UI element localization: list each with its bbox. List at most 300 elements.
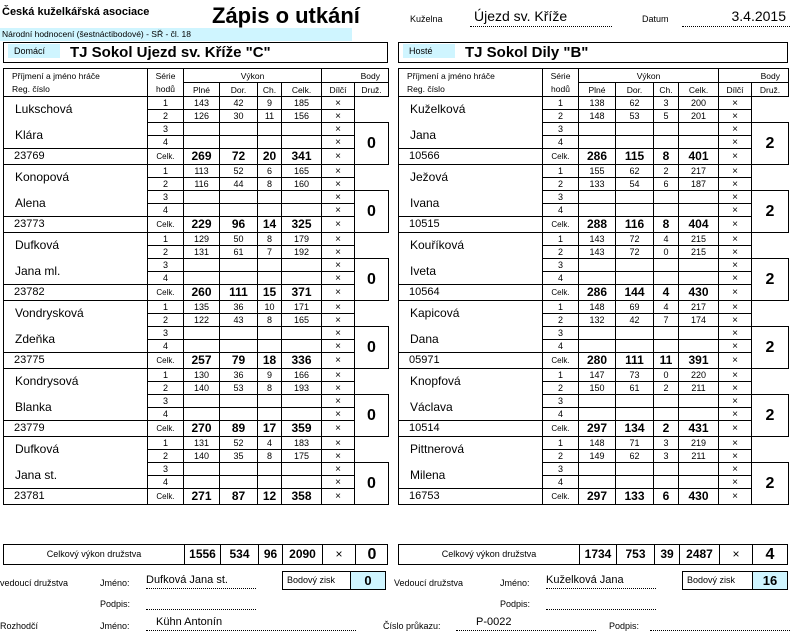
player-firstname: Jana ml. [4,259,148,285]
series-dor [220,327,258,340]
home-leader-name[interactable]: Dufková Jana st. [146,574,256,589]
dilci-cell: × [719,353,752,369]
series-plne [184,476,220,489]
series-row [399,191,789,204]
series-dor [616,123,654,136]
away-summary-label: Celkový výkon družstva [441,549,537,559]
series-number: 1 [148,233,184,246]
series-row [4,259,389,272]
series-celk: 165 [282,165,322,178]
series-celk: 211 [679,382,719,395]
card-number[interactable]: P-0022 [456,616,596,631]
total-ch: 8 [654,217,679,233]
total-label: Celk. [543,217,579,233]
series-dor [616,395,654,408]
series-dor: 44 [220,178,258,191]
series-ch: 2 [654,382,679,395]
organization-name: Česká kuželkářská asociace [2,6,150,18]
player-surname: Dufková [4,437,148,463]
series-number: 3 [543,259,579,272]
series-row [4,123,389,136]
series-dor: 73 [616,369,654,382]
home-points-box [282,571,386,590]
series-row [399,233,789,246]
druz-spacer [752,301,789,327]
series-number: 4 [148,340,184,353]
dilci-cell: × [322,314,355,327]
series-plne [579,463,616,476]
series-plne: 143 [579,246,616,259]
plne-col-header: Plné [579,83,616,97]
series-plne: 131 [184,437,220,450]
series-number: 4 [543,340,579,353]
series-number: 1 [543,369,579,382]
series-number: 2 [148,178,184,191]
series-plne [184,327,220,340]
series-celk [282,463,322,476]
dilci-cell: × [322,165,355,178]
competition-label: Národní hodnocení (šestnáctibodové) - SŘ - čl. 18 [0,28,352,41]
series-dor: 36 [220,369,258,382]
series-ch: 3 [654,437,679,450]
player-total-row [399,285,789,301]
player-total-row [4,489,389,505]
series-row [399,437,789,450]
celk-col-header: Celk. [679,83,719,97]
total-celk: 358 [282,489,322,505]
series-celk [679,272,719,285]
dilci-cell: × [322,408,355,421]
home-name-label: Jméno: [100,578,130,588]
series-celk: 217 [679,301,719,314]
player-total-row [399,421,789,437]
series-ch [654,463,679,476]
series-row [399,395,789,408]
series-plne: 150 [579,382,616,395]
series-dor [616,191,654,204]
series-dor [616,259,654,272]
series-plne: 143 [184,97,220,110]
player-surname: Kouříková [399,233,543,259]
series-celk [679,476,719,489]
series-number: 2 [543,314,579,327]
player-firstname: Alena [4,191,148,217]
series-row [4,395,389,408]
series-ch [258,136,282,149]
series-celk [282,272,322,285]
total-ch: 4 [654,285,679,301]
series-plne [184,408,220,421]
series-ch: 8 [258,450,282,463]
ch-col-header: Ch. [654,83,679,97]
series-plne [184,191,220,204]
series-plne: 126 [184,110,220,123]
series-dor [220,476,258,489]
series-dor [220,408,258,421]
home-leader-label: vedoucí družstva [0,578,69,588]
total-celk: 401 [679,149,719,165]
player-firstname: Ivana [399,191,543,217]
dilci-cell: × [322,421,355,437]
series-row [399,123,789,136]
player-total-row [399,217,789,233]
dilci-cell: × [322,217,355,233]
series-celk: 171 [282,301,322,314]
series-plne: 140 [184,450,220,463]
series-ch: 7 [258,246,282,259]
dilci-cell: × [719,191,752,204]
player-firstname: Klára [4,123,148,149]
series-dor: 61 [220,246,258,259]
dilci-cell: × [719,408,752,421]
home-sum-plne: 1556 [184,545,220,564]
dilci-cell: × [322,327,355,340]
date-field[interactable]: 3.4.2015 [682,8,790,27]
player-reg-number: 23773 [4,217,148,233]
druz-spacer [355,369,389,395]
player-reg-number: 10514 [399,421,543,437]
series-number: 4 [148,136,184,149]
total-plne: 297 [579,421,616,437]
series-number: 4 [148,476,184,489]
series-number: 1 [148,301,184,314]
series-number: 3 [148,327,184,340]
total-celk: 431 [679,421,719,437]
total-dor: 96 [220,217,258,233]
player-surname: Kondrysová [4,369,148,395]
total-ch: 11 [654,353,679,369]
series-row [399,259,789,272]
total-ch: 8 [654,149,679,165]
series-celk: 201 [679,110,719,123]
player-points: 2 [752,327,789,369]
player-surname: Lukschová [4,97,148,123]
away-results-table [398,68,789,505]
series-celk: 220 [679,369,719,382]
total-celk: 371 [282,285,322,301]
dilci-cell: × [719,489,752,505]
series-col-header-2: hodů [543,83,579,97]
series-celk: 185 [282,97,322,110]
series-number: 2 [148,110,184,123]
series-plne: 149 [579,450,616,463]
series-celk [679,408,719,421]
series-plne: 116 [184,178,220,191]
series-plne: 143 [579,233,616,246]
series-plne [184,123,220,136]
dilci-cell: × [719,369,752,382]
player-surname: Knopfová [399,369,543,395]
dilci-cell: × [719,136,752,149]
player-firstname: Blanka [4,395,148,421]
total-ch: 17 [258,421,282,437]
dilci-cell: × [322,178,355,191]
series-celk: 175 [282,450,322,463]
series-number: 4 [148,408,184,421]
series-number: 3 [543,395,579,408]
player-reg-number: 23769 [4,149,148,165]
total-ch: 15 [258,285,282,301]
series-celk [282,204,322,217]
dilci-cell: × [719,450,752,463]
series-number: 1 [543,437,579,450]
series-celk: 165 [282,314,322,327]
away-leader-name[interactable]: Kuželková Jana [546,574,656,589]
home-results-table [3,68,389,505]
series-ch [654,272,679,285]
series-col-header: Série [543,69,579,83]
series-number: 4 [543,136,579,149]
total-celk: 391 [679,353,719,369]
series-dor: 42 [616,314,654,327]
series-celk: 166 [282,369,322,382]
dilci-cell: × [322,204,355,217]
away-name-label: Jméno: [500,578,530,588]
series-dor [220,395,258,408]
series-number: 1 [148,97,184,110]
reg-col-header: Reg. číslo [399,83,543,97]
series-row [4,369,389,382]
series-celk: 192 [282,246,322,259]
series-ch [258,340,282,353]
series-ch [654,340,679,353]
series-dor: 53 [616,110,654,123]
series-celk: 160 [282,178,322,191]
series-ch [654,136,679,149]
dilci-cell: × [322,489,355,505]
series-plne: 130 [184,369,220,382]
series-dor [220,136,258,149]
series-plne: 129 [184,233,220,246]
player-points: 0 [355,123,389,165]
dilci-cell: × [719,123,752,136]
series-number: 3 [148,191,184,204]
dilci-cell: × [322,191,355,204]
home-summary-row [3,544,388,565]
druz-spacer [752,233,789,259]
dilci-cell: × [719,327,752,340]
series-plne [579,476,616,489]
series-row [4,97,389,110]
player-firstname: Jana st. [4,463,148,489]
series-dor: 61 [616,382,654,395]
away-bz-label: Bodový zisk [687,575,736,585]
series-celk: 179 [282,233,322,246]
series-ch: 4 [654,233,679,246]
referee-name[interactable]: Kühn Antonín [146,616,356,631]
total-plne: 270 [184,421,220,437]
series-number: 2 [543,450,579,463]
dilci-cell: × [719,217,752,233]
total-dor: 111 [220,285,258,301]
druz-spacer [355,165,389,191]
druz-col-header: Druž. [355,83,389,97]
away-sum-points: 4 [752,545,787,564]
series-dor [616,463,654,476]
series-row [4,191,389,204]
date-label: Datum [642,14,669,24]
dilci-cell: × [322,149,355,165]
away-sum-celk: 2487 [679,545,719,564]
series-ch: 9 [258,369,282,382]
total-plne: 260 [184,285,220,301]
series-dor [220,204,258,217]
home-signature-field[interactable] [146,595,256,610]
home-sum-ch: 96 [258,545,282,564]
dilci-cell: × [719,285,752,301]
series-celk [679,123,719,136]
away-signature-field[interactable] [546,595,656,610]
page-title: Zápis o utkání [212,3,360,28]
series-ch: 2 [654,165,679,178]
player-points: 0 [355,327,389,369]
player-total-row [399,353,789,369]
series-plne: 138 [579,97,616,110]
dilci-cell: × [322,272,355,285]
series-celk [282,340,322,353]
total-celk: 404 [679,217,719,233]
dilci-cell: × [719,246,752,259]
player-firstname: Václava [399,395,543,421]
total-celk: 430 [679,285,719,301]
total-celk: 325 [282,217,322,233]
total-plne: 286 [579,285,616,301]
dilci-cell: × [322,259,355,272]
series-row [4,165,389,178]
dilci-cell: × [322,136,355,149]
series-ch: 5 [654,110,679,123]
dilci-cell: × [719,149,752,165]
player-total-row [4,149,389,165]
druz-spacer [752,437,789,463]
series-celk: 187 [679,178,719,191]
series-plne [184,136,220,149]
total-label: Celk. [543,353,579,369]
series-plne: 113 [184,165,220,178]
series-row [399,369,789,382]
series-ch: 0 [654,246,679,259]
player-firstname: Jana [399,123,543,149]
series-ch [258,191,282,204]
series-dor: 62 [616,165,654,178]
series-dor [616,272,654,285]
player-points: 2 [752,123,789,165]
series-plne: 148 [579,301,616,314]
player-points: 0 [355,463,389,505]
series-dor [616,340,654,353]
player-surname: Konopová [4,165,148,191]
total-plne: 288 [579,217,616,233]
dor-col-header: Dor. [616,83,654,97]
series-number: 3 [148,395,184,408]
referee-signature-field[interactable] [650,616,790,631]
series-number: 2 [148,246,184,259]
total-celk: 341 [282,149,322,165]
series-row [399,97,789,110]
series-dor: 52 [220,165,258,178]
series-ch: 8 [258,382,282,395]
series-dor [220,463,258,476]
home-summary-label: Celkový výkon družstva [46,549,142,559]
druz-col-header: Druž. [752,83,789,97]
player-reg-number: 10566 [399,149,543,165]
series-plne [579,191,616,204]
series-plne [579,136,616,149]
dilci-cell: × [322,450,355,463]
series-ch: 3 [654,450,679,463]
series-number: 1 [543,233,579,246]
series-plne [184,463,220,476]
player-surname: Dufková [4,233,148,259]
series-ch [258,272,282,285]
series-dor: 62 [616,97,654,110]
series-ch [258,204,282,217]
series-plne: 147 [579,369,616,382]
dilci-cell: × [322,382,355,395]
druz-spacer [355,233,389,259]
dilci-cell: × [719,165,752,178]
series-number: 4 [543,272,579,285]
series-row [399,301,789,314]
player-points: 0 [355,395,389,437]
series-row [4,437,389,450]
venue-field[interactable]: Újezd sv. Kříže [470,8,612,27]
series-ch [654,408,679,421]
player-surname: Pittnerová [399,437,543,463]
series-celk: 174 [679,314,719,327]
series-number: 1 [543,97,579,110]
series-dor: 36 [220,301,258,314]
series-ch [258,408,282,421]
total-plne: 269 [184,149,220,165]
away-sum-plne: 1734 [579,545,616,564]
player-total-row [399,149,789,165]
player-reg-number: 10515 [399,217,543,233]
dilci-cell: × [322,463,355,476]
series-plne: 140 [184,382,220,395]
series-celk [679,463,719,476]
series-plne [579,395,616,408]
series-number: 3 [543,327,579,340]
home-sum-celk: 2090 [282,545,322,564]
total-dor: 133 [616,489,654,505]
series-dor: 43 [220,314,258,327]
series-celk [282,259,322,272]
total-label: Celk. [543,421,579,437]
total-dor: 116 [616,217,654,233]
away-sign-label: Podpis: [500,599,531,609]
series-dor [616,327,654,340]
series-number: 2 [148,382,184,395]
home-bz-label: Bodový zisk [287,575,336,585]
druz-spacer [355,437,389,463]
series-plne [184,395,220,408]
player-reg-number: 23779 [4,421,148,437]
dilci-cell: × [719,476,752,489]
dilci-cell: × [719,204,752,217]
series-number: 3 [148,463,184,476]
dilci-cell: × [322,123,355,136]
series-plne [579,123,616,136]
home-team-name: TJ Sokol Ujezd sv. Kříže "C" [70,44,271,61]
series-number: 4 [543,204,579,217]
series-ch: 8 [258,233,282,246]
series-plne: 133 [579,178,616,191]
series-celk [282,395,322,408]
dilci-cell: × [322,437,355,450]
series-celk: 217 [679,165,719,178]
series-plne [579,340,616,353]
